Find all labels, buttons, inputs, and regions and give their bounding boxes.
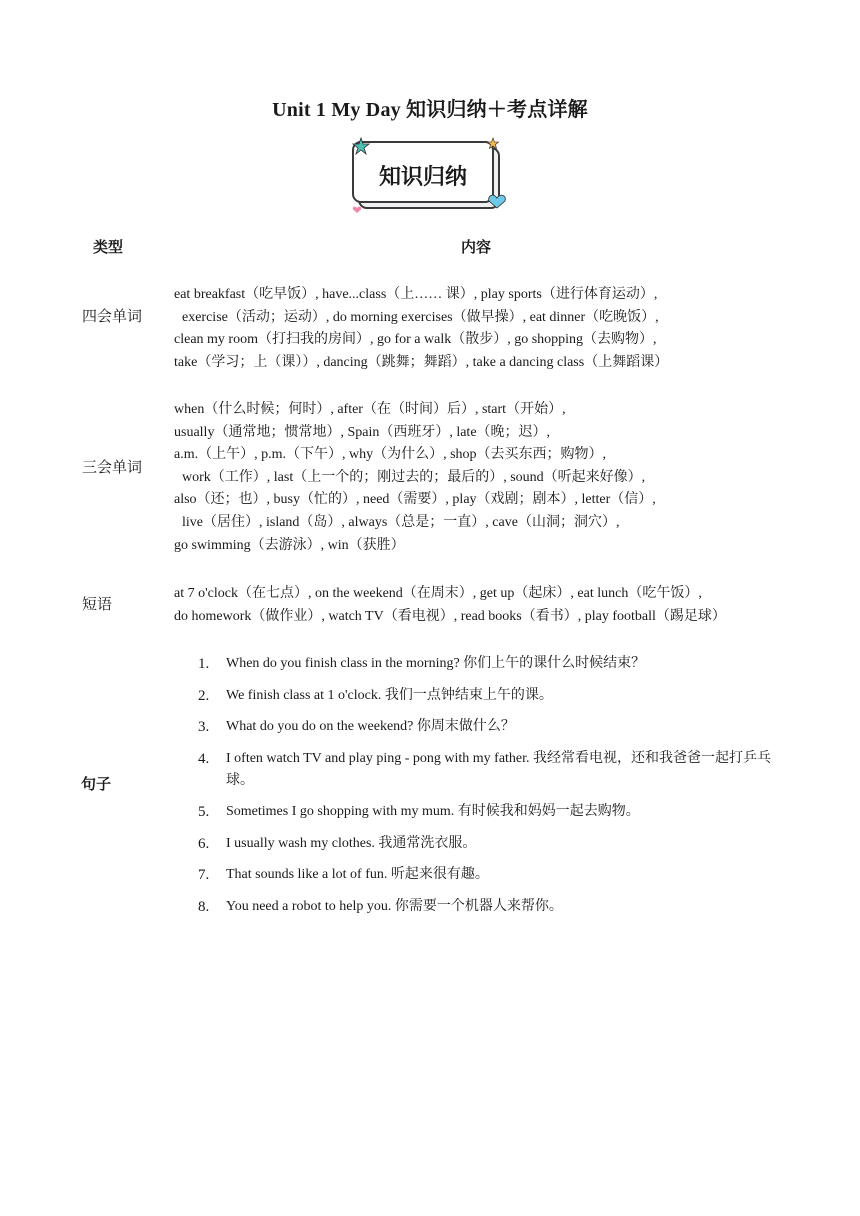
content-line: live（居住）, island（岛）, always（总是；一直）, cave（山洞；洞穴）, [182,514,620,530]
header-type: 类型 [93,240,124,256]
sentence-text: When do you finish class in the morning? 你们上午的课什么时候结束？ [226,656,646,671]
content-line: clean my room（打扫我的房间）, go for a walk（散步）, go shopping（去购物）, [174,332,657,348]
list-number: 2. [198,687,210,704]
sentence-text: We finish class at 1 o'clock. 我们一点钟结束上午的课。 [226,687,553,703]
content-line: exercise（活动；运动）, do morning exercises（做早操）, eat dinner（吃晚饭）, [182,309,659,325]
content-line: a.m.（上午）, p.m.（下午）, why（为什么）, shop（去买东西；购物）, [174,447,607,463]
list-item [190,685,782,707]
content-line: also（还；也）, busy（忙的）, need（需要）, play（戏剧；剧本）, letter（信）, [174,492,656,508]
row-content-phrases [174,583,814,628]
section-banner [347,136,509,218]
content-line: take（学习；上（课））, dancing（跳舞；舞蹈）, take a dancing class（上舞蹈课） [174,354,669,370]
content-line: do homework（做作业）, watch TV（看电视）, read books（看书）, play football（踢足球） [174,608,726,624]
sentence-list [190,653,782,918]
list-number: 7. [198,867,210,883]
list-item [190,748,782,792]
sentence-text: What do you do on the weekend? 你周末做什么？ [226,719,515,734]
list-number: 6. [198,835,210,852]
list-item [190,896,782,918]
content-line: work（工作）, last（上一个的；刚过去的；最后的）, sound（听起来好像）, [182,469,646,485]
content-line: at 7 o'clock（在七点）, on the weekend（在周末）, get up（起床）, eat lunch（吃午饭）, [174,586,702,601]
row-content-four-skill-words [174,284,814,374]
list-item [190,716,782,738]
row-content-three-skill-words [174,399,814,557]
row-label-sentences: 句子 [81,777,112,793]
list-number: 3. [198,719,210,735]
sentence-text: Sometimes I go shopping with my mum. 有时候我和妈妈一起去购物。 [226,804,640,819]
banner-text: 知识归纳 [378,165,468,190]
list-number: 4. [198,750,210,767]
content-line: go swimming（去游泳）, win（获胜） [174,537,405,553]
list-item [190,801,782,823]
sentence-text: I usually wash my clothes. 我通常洗衣服。 [226,835,477,851]
list-item [190,833,782,855]
page-title: Unit 1 My Day 知识归纳＋考点详解 [272,99,588,121]
list-number: 5. [198,804,210,820]
list-item [190,653,782,675]
sentence-text: I often watch TV and play ping - pong with my father. 我经常看电视，还和我爸爸一起打乒乓球。 [226,750,772,788]
content-line: usually（通常地；惯常地）, Spain（西班牙）, late（晚；迟）, [174,424,551,440]
row-label-three-skill-words: 三会单词 [82,460,143,476]
list-number: 8. [198,898,210,915]
heart-icon [353,207,361,213]
row-label-phrases: 短语 [82,597,113,613]
list-number: 1. [198,656,210,672]
row-label-four-skill-words: 四会单词 [82,309,143,325]
content-line: when（什么时候；何时）, after（在（时间）后）, start（开始）, [174,402,566,417]
header-content: 内容 [461,240,492,256]
sentence-text: You need a robot to help you. 你需要一个机器人来帮你。 [226,898,563,914]
content-line: eat breakfast（吃早饭）, have...class（上…… 课）, play sports（进行体育运动）, [174,287,658,302]
sentence-text: That sounds like a lot of fun. 听起来很有趣。 [226,867,489,882]
list-item [190,864,782,886]
